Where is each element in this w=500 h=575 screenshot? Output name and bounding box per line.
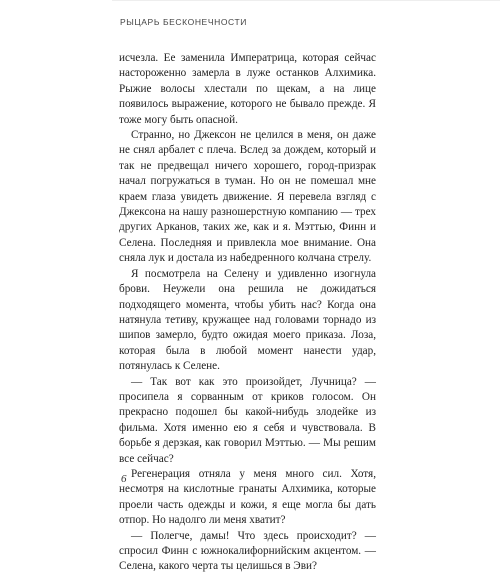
page-edge-divider (112, 0, 500, 1)
paragraph-5: Регенерация отняла у меня много сил. Хотя, несмотря на кислотные гранаты Алхимика, которые проели часть одежды и кожи, я еще могла бы дать отпор. Но надолго ли меня хватит? (119, 467, 376, 527)
running-head-title: РЫЦАРЬ БЕСКОНЕЧНОСТИ (120, 17, 247, 27)
page-number: 6 (121, 473, 127, 485)
paragraph-2: Странно, но Джексон не целился в меня, он даже не снял арбалет с плеча. Вслед за дождем, который и так не предвещал ничего хорошего, город-призрак начал погружаться в туман. Но он не помешал мне краем глаза увидеть движение. Я перевела взгляд с Джексона на нашу разношерстную компанию — трех других Арканов, таких же, как и я. Мэттью, Финн и Селена. Последняя и привлекла мое внимание. Она сняла лук и достала из набедренного колчана стрелу. (119, 129, 376, 265)
paragraph-3: Я посмотрела на Селену и удивленно изогнула брови. Неужели она решила не дожидаться подходящего момента, чтобы убить нас? Когда она натянула тетиву, кружащее над головами торнадо из шипов замерло, будто ожидая моего приказа. Лоза, которая была в любой момент нанести удар, потянулась к Селене. (119, 267, 376, 373)
paragraph-1: исчезла. Ее заменила Императрица, которая сейчас настороженно замерла в луже останков Алхимика. Рыжие волосы хлестали по щекам, а на лице появилось выражение, которого не бывало прежде. Я тоже могу быть опасной. (119, 52, 376, 126)
paragraph-4: — Так вот как это произойдет, Лучница? — просипела я сорванным от криков голосом. Он прекрасно подошел бы какой-нибудь злодейке из фильма. Хотя именно ею я себя и чувствовала. В борьбе я дерзкая, как говорил Мэттью. — Мы решим все сейчас? (119, 375, 376, 465)
paragraph-6: — Полегче, дамы! Что здесь происходит? — спросил Финн с южнокалифорнийским акцентом. — Селена, какого черта ты целишься в Эви? (119, 529, 376, 573)
body-text (119, 51, 376, 575)
